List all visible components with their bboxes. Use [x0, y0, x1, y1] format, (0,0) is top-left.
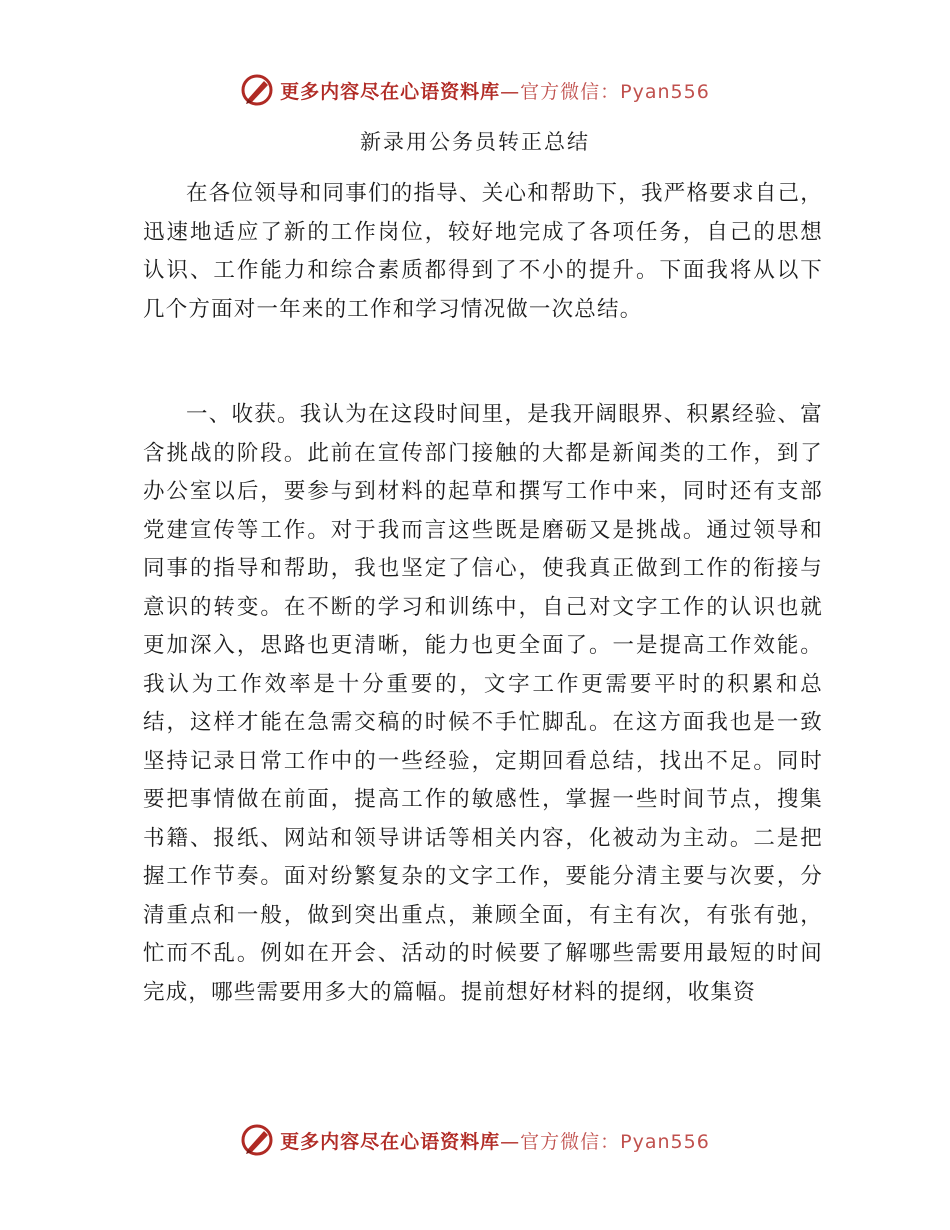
header-banner — [0, 68, 950, 112]
footer-banner — [0, 1118, 950, 1162]
document-title: 新录用公务员转正总结 — [360, 130, 590, 154]
banner-text — [280, 77, 710, 104]
paragraph-intro: 在各位领导和同事们的指导、关心和帮助下，我严格要求自己，迅速地适应了新的工作岗位，较好地完成了各项任务，自己的思想认识、工作能力和综合素质都得到了不小的提升。下面我将从以下几个方面对一年来的工作和学习情况做一次总结。 — [143, 181, 823, 322]
banner-library-text: 更多内容尽在心语资料库 — [280, 1130, 501, 1153]
banner-library-text: 更多内容尽在心语资料库 — [280, 80, 501, 103]
pen-logo-icon — [240, 73, 274, 107]
paragraph-gains: 一、收获。我认为在这段时间里，是我开阔眼界、积累经验、富含挑战的阶段。此前在宣传部门接触的大都是新闻类的工作，到了办公室以后，要参与到材料的起草和撰写工作中来，同时还有支部党建宣传等工作。对于我而言这些既是磨砺又是挑战。通过领导和同事的指导和帮助，我也坚定了信心，使我真正做到工作的衔接与意识的转变。在不断的学习和训练中，自己对文字工作的认识也就更加深入，思路也更清晰，能力也更全面了。一是提高工作效能。我认为工作效率是十分重要的，文字工作更需要平时的积累和总结，这样才能在急需交稿的时候不手忙脚乱。在这方面我也是一致坚持记录日常工作中的一些经验，定期回看总结，找出不足。同时要把事情做在前面，提高工作的敏感性，掌握一些时间节点，搜集书籍、报纸、网站和领导讲话等相关内容，化被动为主动。二是把握工作节奏。面对纷繁复杂的文字工作，要能分清主要与次要，分清重点和一般，做到突出重点，兼顾全面，有主有次，有张有弛，忙而不乱。例如在开会、活动的时候要了解哪些需要用最短的时间完成，哪些需要用多大的篇幅。提前想好材料的提纲，收集资 — [143, 402, 823, 1005]
banner-separator: — — [500, 1130, 521, 1153]
banner-separator: — — [500, 80, 521, 103]
banner-wechat-text: 官方微信：Pyan556 — [520, 80, 710, 103]
banner-text — [280, 1127, 710, 1154]
pen-logo-icon — [240, 1123, 274, 1157]
banner-wechat-text: 官方微信：Pyan556 — [520, 1130, 710, 1153]
